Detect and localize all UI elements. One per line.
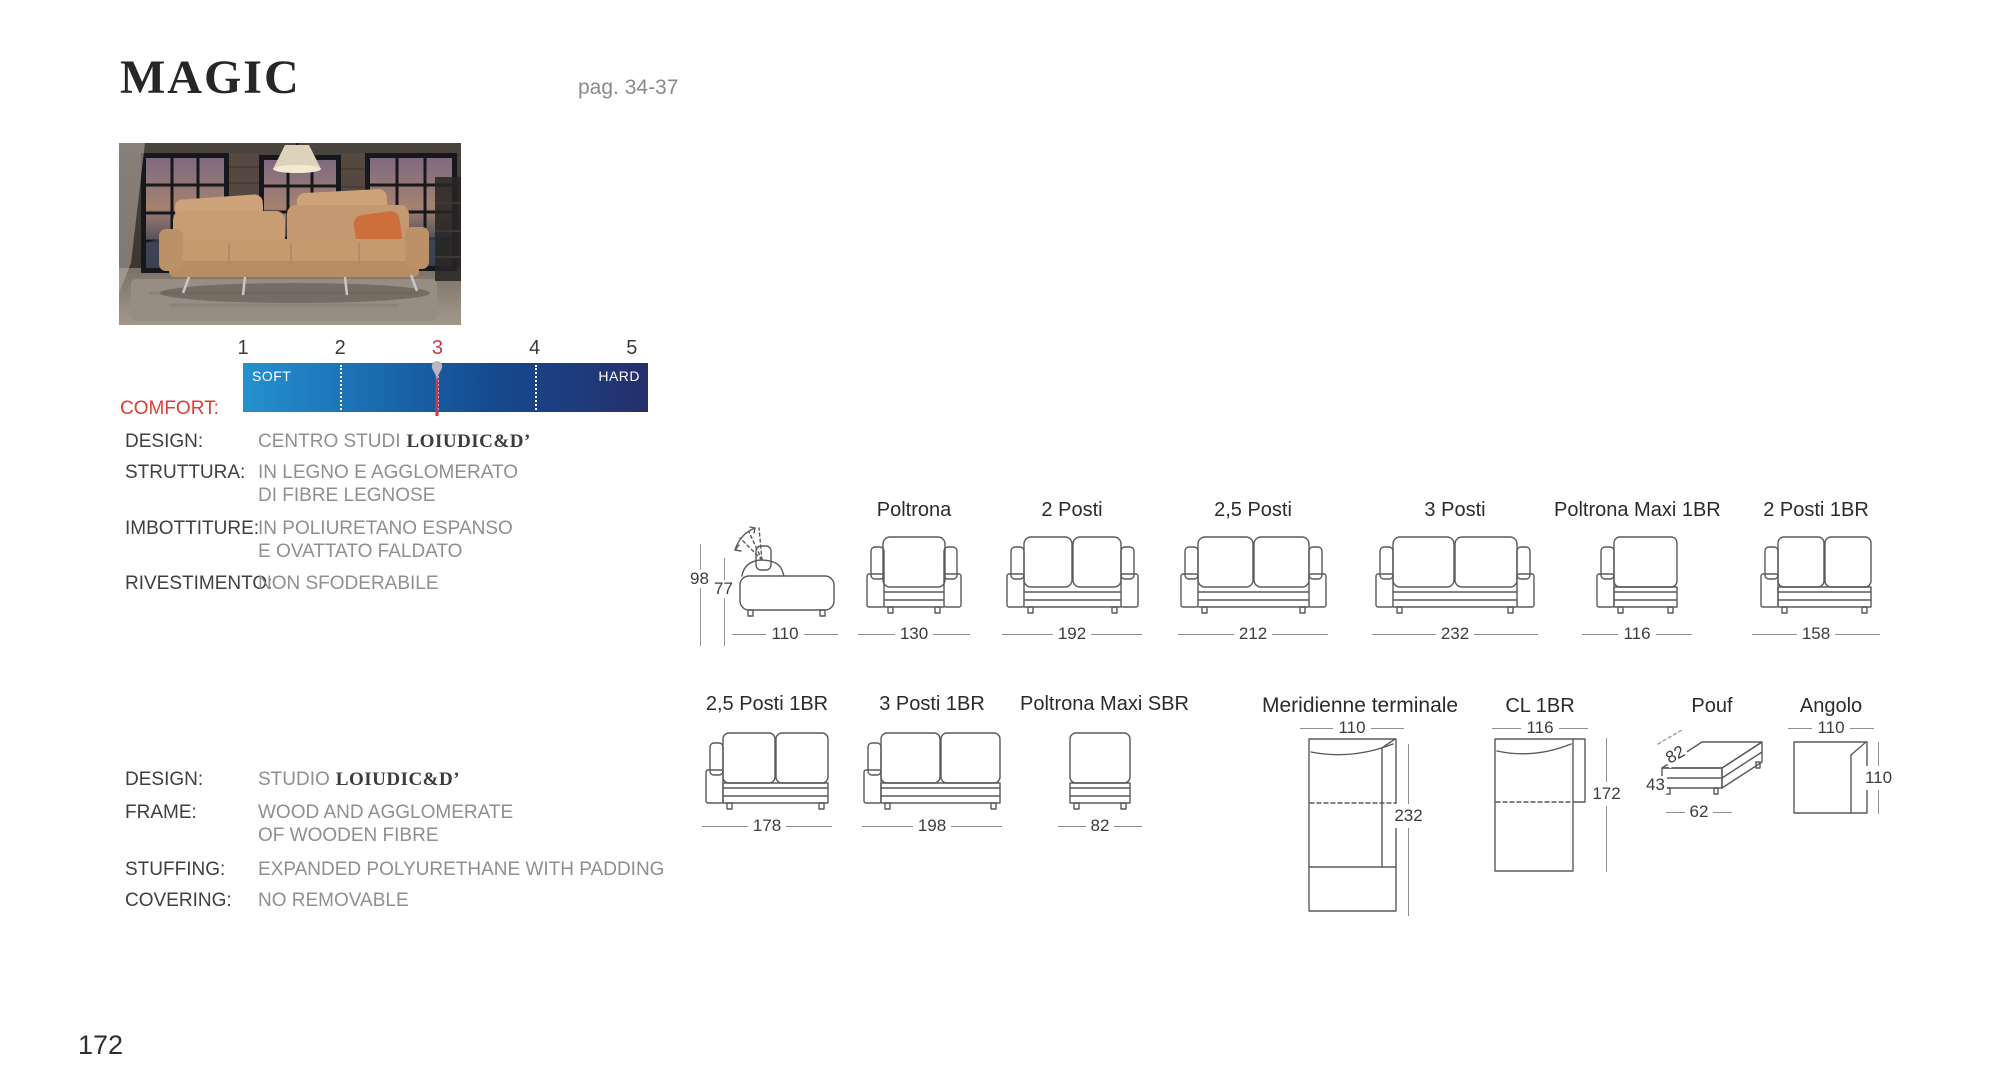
spec-value: NON SFODERABILE [258,573,439,594]
figure-label: Poltrona Maxi 1BR [1554,499,1721,521]
comfort-marker-pin [431,361,443,386]
brand-logo: LOIUDIC&D’ [406,431,531,452]
spec-label: DESIGN: [125,769,204,790]
dim-width: 82 [1058,816,1142,836]
figure-label: Pouf [1691,695,1733,717]
angolo-drawing [1793,741,1869,815]
spec-line: DI FIBRE LEGNOSE [258,485,436,506]
figure-25-posti-1br [702,692,832,836]
spec-label: RIVESTIMENTO: [125,573,273,594]
figure-2-posti [1002,498,1142,644]
dimension-line [700,544,701,646]
dim-depth: 110 [1878,742,1879,814]
figure-poltrona-maxi-sbr [1020,692,1189,836]
dim-width: 110 [1788,718,1874,738]
spec-value [258,801,513,847]
poltrona-drawing [866,534,962,618]
dim-back-height: 98 [690,569,709,588]
figure-25-posti [1178,498,1328,644]
comfort-divider [535,365,537,410]
figure-label: 2 Posti [1041,499,1103,521]
page-reference: pag. 34-37 [578,76,679,99]
hard-label: HARD [598,368,640,384]
2-posti-1br-drawing [1760,534,1872,618]
figure-label: CL 1BR [1505,695,1575,717]
spec-value [258,461,518,507]
dim-width: 62 [1666,802,1732,822]
figure-poltrona [858,498,970,644]
cl-1br-drawing [1494,738,1586,872]
dim-width: 232 [1372,624,1538,644]
spec-line: IN POLIURETANO ESPANSO [258,518,513,539]
spec-row-struttura [125,461,518,507]
product-photo [119,143,461,325]
figure-angolo [1776,694,1893,834]
dim-width: 192 [1002,624,1142,644]
comfort-tick-3: 3 [431,337,443,359]
figure-cl-1br [1470,694,1621,884]
figure-label: Meridienne terminale [1262,694,1459,717]
spec-value [258,517,513,563]
dimension-line [724,558,725,646]
dim-width: 116 [1492,718,1588,738]
dim-width: 178 [702,816,832,836]
figure-label: 3 Posti 1BR [879,693,985,715]
comfort-scale [237,337,648,415]
dim-width: 110 [1300,718,1404,738]
spec-label: COVERING: [125,890,232,911]
page-title: MAGIC [120,51,301,104]
comfort-divider [340,365,342,410]
meridienne-drawing [1308,738,1397,912]
figure-label: Angolo [1799,695,1863,717]
spec-row-covering [125,889,409,912]
figure-2-posti-1br [1752,498,1880,644]
figure-label: Poltrona [876,499,952,521]
figure-label: 2,5 Posti [1214,499,1292,521]
spec-row-design-it [125,430,531,453]
spec-row-frame [125,801,513,847]
dim-depth: 110 [732,624,838,644]
figure-side-view [684,520,844,645]
spec-label: FRAME: [125,802,197,823]
spec-row-design-en [125,768,460,791]
dim-depth: 82 [1662,741,1689,768]
figure-label: 2 Posti 1BR [1763,499,1869,521]
figure-label: 2,5 Posti 1BR [705,693,829,715]
figure-3-posti-1br [862,692,1002,836]
dim-length: 232 [1408,744,1409,916]
spec-label: STRUTTURA: [125,462,246,483]
dim-width: 130 [858,624,970,644]
25-posti-drawing [1180,534,1327,618]
figure-poltrona-maxi-1br [1554,498,1720,644]
poltrona-maxi-1br-drawing [1596,534,1679,618]
comfort-tick-2: 2 [334,337,346,359]
spec-line: IN LEGNO E AGGLOMERATO [258,462,519,483]
spec-label: STUFFING: [125,859,226,880]
comfort-tick-5: 5 [626,337,638,359]
2-posti-drawing [1006,534,1139,618]
page-number: 172 [78,1030,124,1060]
comfort-label: COMFORT: [120,398,219,419]
25-posti-1br-drawing [705,730,829,814]
figure-meridienne [1262,694,1459,924]
shelf-silhouette [435,177,461,281]
poltrona-maxi-sbr-drawing [1069,730,1131,814]
comfort-tick-4: 4 [529,337,541,359]
spec-row-stuffing [125,858,664,881]
dim-width: 212 [1178,624,1328,644]
spec-label: IMBOTTITURE: [125,518,260,539]
design-studio-text: CENTRO STUDI [258,431,401,452]
spec-line: OF WOODEN FIBRE [258,825,439,846]
figure-label: 3 Posti [1424,499,1486,521]
spec-value [258,430,531,453]
dim-width: 116 [1582,624,1692,644]
figure-label: Poltrona Maxi SBR [1020,693,1189,715]
figure-pouf [1642,694,1782,844]
dim-length: 172 [1606,738,1607,872]
spec-line: E OVATTATO FALDATO [258,541,463,562]
figure-3-posti [1372,498,1538,644]
spec-label: DESIGN: [125,431,204,452]
spec-line: WOOD AND AGGLOMERATE [258,802,514,823]
3-posti-drawing [1375,534,1535,618]
side-view-drawing [732,524,842,618]
spec-value: EXPANDED POLYURETHANE WITH PADDING [258,859,665,880]
dim-width: 158 [1752,624,1880,644]
soft-label: SOFT [252,368,292,384]
spec-value [258,768,460,791]
comfort-tick-1: 1 [237,337,249,359]
dim-height: 43 [1646,775,1665,794]
spec-row-rivestimento [125,572,439,595]
comfort-bar [243,363,648,412]
spec-row-imbottiture [125,517,513,563]
design-studio-text: STUDIO [258,769,330,790]
brand-logo: LOIUDIC&D’ [335,769,461,790]
3-posti-1br-drawing [863,730,1001,814]
dim-width: 198 [862,816,1002,836]
spec-value: NO REMOVABLE [258,890,409,911]
dim-seat-height: 77 [714,579,733,598]
